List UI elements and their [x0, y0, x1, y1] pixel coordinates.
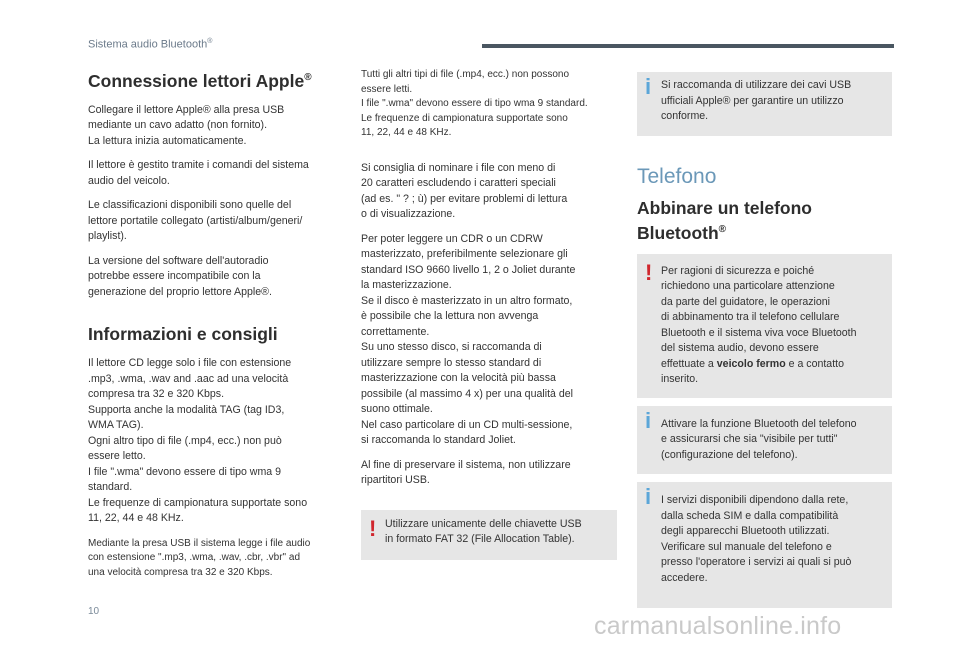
paragraph: Il lettore CD legge solo i file con estensione .mp3, .wma, .wav and .aac ad una velocità compresa tra 32 e 320 Kbps. Supporta anche la modalità TAG (tag ID3, WMA TAG). Ogni altro tipo di file (.mp4, ecc.) non può essere letto. I file ".wma" devono essere di tipo wma 9 standard. Le frequenze di campionatura supportate sono 11, 22, 44 e 48 KHz. [88, 357, 308, 525]
paragraph: Al fine di preservare il sistema, non utilizzare ripartitori USB. [361, 458, 571, 486]
section-title-info: Informazioni e consigli [88, 324, 278, 345]
watermark: carmanualsonline.info [594, 612, 842, 640]
info-icon: i [645, 407, 652, 433]
column-middle [361, 68, 617, 560]
paragraph: Il lettore è gestito tramite i comandi del sistema audio del veicolo. [88, 159, 309, 187]
info-box-bluetooth [637, 406, 892, 475]
warning-icon: ! [645, 259, 653, 285]
subheading-pair-phone: Abbinare un telefono Bluetooth® [637, 198, 812, 243]
warning-text: Utilizzare unicamente delle chiavette USB in formato FAT 32 (File Allocation Table). [385, 517, 582, 545]
paragraph: Collegare il lettore Apple® alla presa USB mediante un cavo adatto (non fornito). La lettura inizia automaticamente. [88, 103, 285, 147]
info-box-apple-cables [637, 72, 892, 136]
info-box-services [637, 482, 892, 608]
info-text: I servizi disponibili dipendono dalla rete, dalla scheda SIM e dalla compatibilità degli apparecchi Bluetooth utilizzati. Verificare sul manuale del telefono e presso l'operatore i servizi ai quali si può accedere. [661, 494, 852, 584]
paragraph: Le classificazioni disponibili sono quelle del lettore portatile collegato (artisti/album/generi/ playlist). [88, 199, 303, 243]
section-title-apple: Connessione lettori Apple® [88, 70, 312, 91]
warning-icon: ! [369, 515, 377, 541]
warning-text: Per ragioni di sicurezza e poiché richiedono una particolare attenzione da parte del guidatore, le operazioni di abbinamento tra il telefono cellulare Bluetooth e il sistema viva voce Bluetooth del sistema audio, devono essere effettuate a veicolo fermo e a contatto inserito. [661, 264, 857, 386]
warning-box-pairing [637, 254, 892, 398]
paragraph: Tutti gli altri tipi di file (.mp4, ecc.) non possono essere letti. I file ".wma" devono essere di tipo wma 9 standard. Le frequenze di campionatura supportate sono 11, 22, 44 e 48 KHz. [361, 69, 588, 138]
info-text: Si raccomanda di utilizzare dei cavi USB ufficiali Apple® per garantire un utilizzo conforme. [661, 79, 852, 122]
paragraph: Per poter leggere un CDR o un CDRW masterizzato, preferibilmente selezionare gli standard ISO 9660 livello 1, 2 o Joliet durante la masterizzazione. Se il disco è masterizzato in un altro formato, è possibile che la lettura non avvenga correttamente. Su uno stesso disco, si raccomanda di utilizzare sempre lo stesso standard di masterizzazione con la velocità più bassa possibile (al massimo 4 x) per una qualità del suono ottimale. Nel caso particolare di un CD multi-sessione, si raccomanda lo standard Joliet. [361, 232, 576, 446]
header-title: Sistema audio Bluetooth® [88, 38, 213, 51]
paragraph: La versione del software dell'autoradio potrebbe essere incompatibile con la generazione del proprio lettore Apple®. [88, 254, 272, 298]
info-icon: i [645, 74, 652, 99]
column-right [637, 72, 892, 608]
info-text: Attivare la funzione Bluetooth del telefono e assicurarsi che sia "visibile per tutti" (configurazione del telefono). [661, 417, 857, 461]
column-left [88, 68, 346, 580]
paragraph: Si consiglia di nominare i file con meno di 20 caratteri escludendo i caratteri speciali (ad es. " ? ; ù) per evitare problemi di lettura o di visualizzazione. [361, 161, 568, 220]
header-bar [482, 44, 894, 48]
page-number: 10 [88, 606, 100, 617]
info-icon: i [645, 484, 652, 510]
paragraph: Mediante la presa USB il sistema legge i file audio con estensione ".mp3, .wma, .wav, .cbr, .vbr" ad una velocità compresa tra 32 e 320 Kbps. [88, 537, 311, 578]
heading-telefono: Telefono [637, 165, 717, 188]
warning-box-usb [361, 510, 617, 560]
